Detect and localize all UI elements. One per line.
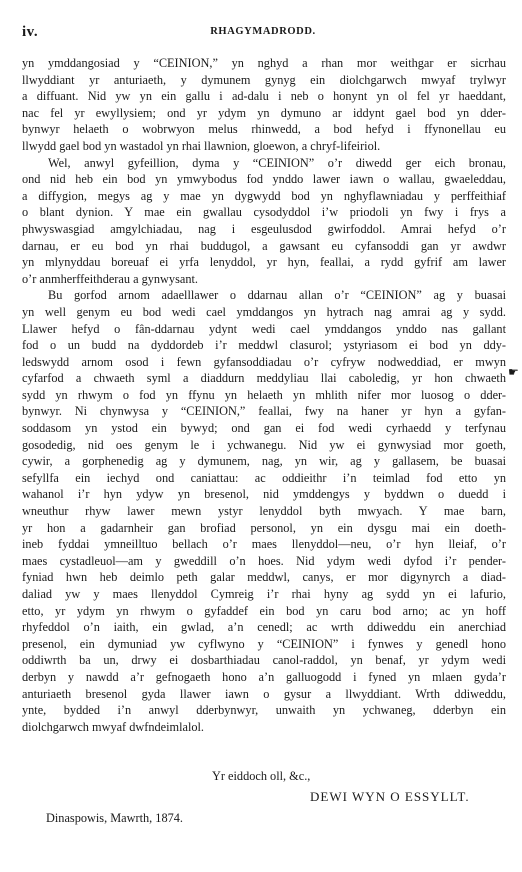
- text-line: gosodedig, nid oes genym le i ychwanegu. Nid yw ei gynwysiad mor goeth,: [22, 437, 506, 452]
- text-line: bynwyr. Ni chynwysa y “CEINION,” feallai, fwy na haner yr hyn a gyfan-: [22, 404, 506, 419]
- text-line: cyfarfod a chwaeth syml a diaddurn meddyliau llai caboledig, yr hon chwaeth: [22, 371, 506, 386]
- page-header: [22, 24, 504, 42]
- text-line: rhyfeddol o’n iaith, ein gwlad, a’n cenedl; ac wrth ddiweddu ein anerchiad: [22, 620, 506, 635]
- text-line: llwydd gael bod yn wastadol yn rhai llawnion, gloewon, a chryf-lifeiriol.: [22, 138, 381, 153]
- author-signature: DEWI WYN O ESSYLLT.: [310, 789, 470, 804]
- text-line: fyniad hwn heb deimlo peth galar meddwl, canys, er mor digynyrch a diad-: [22, 570, 506, 585]
- text-line: sefyllfa ein iechyd ond caniattau: ac oddieithr i’n teimlad fod etto yn: [22, 470, 506, 485]
- text-line: anturiaeth bresenol gyda llawer iawn o gysur a llwyddiant. Wrth ddiweddu,: [22, 686, 506, 701]
- text-line: yn well genym eu bod wedi cael ymddangos yn hytrach nag amrai ag y sydd.: [22, 304, 506, 319]
- text-line: o blant dynion. Y mae ein gwallau cysodyddol i’w priodoli yn fwy i frys a: [22, 205, 506, 220]
- text-line: ledswydd arnom osod i fewn gyfansoddiadau o’r cyfryw nodweddiad, er mwyn: [22, 354, 506, 369]
- page-number: iv.: [22, 24, 39, 40]
- text-line: o’r anmherffeithderau a gynwysant.: [22, 271, 198, 286]
- text-line: a diffuant. Nid yw yn ein gallu i ad-dalu i neb o honynt yn ol fel yr haeddant,: [22, 89, 506, 104]
- text-line: derbyn y nawdd a’r gefnogaeth hono a’n galluogodd i fyned yn mlaen gyda’r: [22, 669, 506, 684]
- closing-salutation: Yr eiddoch oll, &c.,: [212, 769, 311, 783]
- text-line: wneuthur rhyw lawer mewn ystyr lenyddol byth mwyach. Y mae barn,: [22, 504, 506, 519]
- text-line: presenol, ein dymuniad yw cyflwyno y “CEINION” i fynwes y genedl hono: [22, 636, 506, 651]
- text-line: soddasom yn ystod ein bywyd; ond gan ei fod wedi cyrhaedd y terfynau: [22, 421, 506, 436]
- text-line: diolchgarwch mwyaf dwfndeimlalol.: [22, 719, 205, 734]
- text-line: fod o un budd na dyddordeb i’r meddwl clasurol; ystyriasom ei bod yn ddy-: [22, 338, 506, 353]
- text-line: a diffygion, megys ag y mae yn dygwydd bod yn nghyflawniadau y perffeithiaf: [22, 188, 506, 203]
- text-line: daliad yw y maes llenyddol Cymreig i’r rhai hyny ag sydd yn ei lafurio,: [22, 587, 506, 601]
- text-line: cywir, a gorphenedig ag y dymunem, nag, yn wir, ag y gallasem, be buasai: [22, 454, 506, 469]
- text-line: ond nid heb ein bod yn ymwybodus fod ynddo lawer iawn o wallau, gwaeleddau,: [22, 172, 506, 187]
- text-line: phwyswasgiad amgylchiadau, nag i esgeulusdod gwirfoddol. Amrai hefyd o’r: [22, 221, 506, 236]
- body-text: [22, 55, 506, 735]
- text-line: Wel, anwyl gyfeillion, dyma y “CEINION” o’r diwedd ger eich bronau,: [48, 155, 506, 170]
- text-line: ynte, bydded i’n anwyl dderbynwyr, unwaith yn ychwaneg, dderbyn ein: [22, 703, 506, 718]
- text-line: nac fel yr ewyllysiem; ond yr ydym yn dymuno ar iddynt gael bod yn dder-: [22, 105, 506, 120]
- place-date: Dinaspowis, Mawrth, 1874.: [46, 811, 183, 825]
- text-line: Bu gorfod arnom adaelllawer o ddarnau allan o’r “CEINION” ag y buasai: [48, 288, 506, 303]
- text-line: etto, yr ydym yn rhwym o gyfaddef ein bod yn caru bod arno; ac yn hoff: [22, 603, 506, 618]
- text-line: bynwyr helaeth o wobrwyon melus rhinwedd, a bod hefyd i ffynonellau eu: [22, 122, 506, 137]
- text-line: sydd yn rhwym o fod yn ffynu yn helaeth yn mhlith nifer mor luosog o dder-: [22, 387, 506, 402]
- margin-pointing-hand-icon: ☛: [508, 365, 519, 379]
- text-line: ineb fyddai ymneilltuo bellach o’r maes llenyddol—neu, o’r hyn lleiaf, o’r: [22, 537, 506, 552]
- text-line: darnau, er eu bod yn rhai buddugol, a gawsant eu cyfansoddi gan yr awdwr: [22, 238, 506, 253]
- running-head: RHAGYMADRODD.: [210, 26, 316, 37]
- text-line: llwyddiant yr anturiaeth, y dymunem gynyg ein diolchgarwch mwyaf trylwyr: [22, 72, 506, 87]
- text-line: Llawer hefyd o fân-ddarnau ydynt wedi cael ymddangos ynddo nas gallant: [22, 321, 506, 336]
- text-line: yn ymddangosiad y “CEINION,” yn nghyd a rhan mor weithgar er sicrhau: [22, 56, 506, 70]
- text-line: maes cystadleuol—am y gweddill o’n hoes. Nid ydym wedi dyfod i’r pender-: [22, 553, 506, 568]
- text-line: oddiwrth ba un, drwy ei dosbarthiadau canol-raddol, yn benaf, yr ydym wedi: [22, 653, 506, 668]
- text-line: yn mlynyddau boreuaf ei yrfa lenyddol, yr hyn, feallai, a rydd gyfrif am lawer: [22, 255, 506, 270]
- text-line: wahanol i’r hyn ydyw yn bresenol, nid ymddengys y byddwn o duedd i: [22, 487, 506, 502]
- text-line: yr hon a gadarnheir gan brofiad personol, yn ein dysgu mai ein doeth-: [22, 520, 506, 535]
